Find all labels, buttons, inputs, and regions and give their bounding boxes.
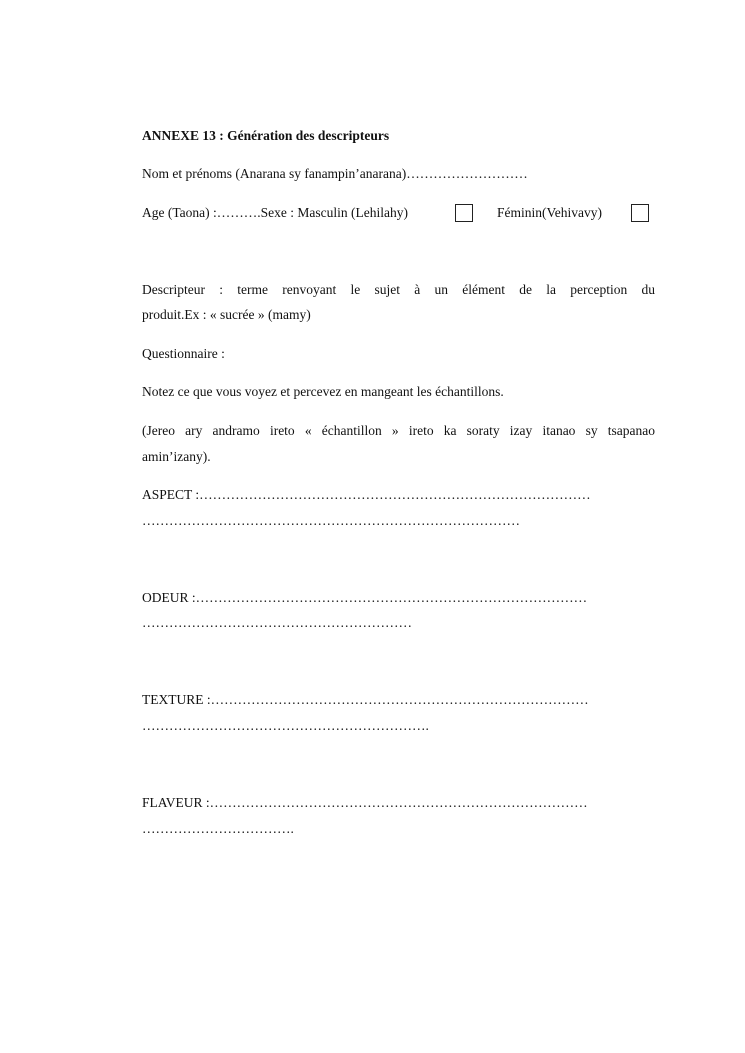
annex-title: ANNEXE 13 : Génération des descripteurs xyxy=(142,128,390,143)
odeur-field[interactable]: ODEUR :…………………………………………………………………………… xyxy=(142,590,588,605)
age-sex-field[interactable]: Age (Taona) :……….Sexe : Masculin (Lehilahy) xyxy=(142,205,408,220)
masculin-checkbox[interactable] xyxy=(455,204,473,222)
feminin-checkbox[interactable] xyxy=(631,204,649,222)
descriptor-definition-line2: produit.Ex : « sucrée » (mamy) xyxy=(142,307,311,322)
questionnaire-heading: Questionnaire : xyxy=(142,346,225,361)
instruction-text: Notez ce que vous voyez et percevez en mangeant les échantillons. xyxy=(142,384,504,399)
name-field[interactable]: Nom et prénoms (Anarana sy fanampin’anarana)……………………… xyxy=(142,166,528,181)
texture-field-continuation[interactable]: ………………………………………………………. xyxy=(142,718,429,733)
odeur-field-continuation[interactable]: …………………………………………………… xyxy=(142,615,412,630)
feminin-label: Féminin(Vehivavy) xyxy=(497,205,602,220)
flaveur-field-continuation[interactable]: ……………………………. xyxy=(142,821,294,836)
malagasy-instruction-line2: amin’izany). xyxy=(142,449,211,464)
texture-field[interactable]: TEXTURE :………………………………………………………………………… xyxy=(142,692,589,707)
descriptor-definition-line1: Descripteur : terme renvoyant le sujet à un élément de la perception du xyxy=(142,282,655,297)
flaveur-field[interactable]: FLAVEUR :………………………………………………………………………… xyxy=(142,795,588,810)
malagasy-instruction-line1: (Jereo ary andramo ireto « échantillon » ireto ka soraty izay itanao sy tsapanao xyxy=(142,423,655,438)
aspect-field-continuation[interactable]: ………………………………………………………………………… xyxy=(142,513,520,528)
aspect-field[interactable]: ASPECT :…………………………………………………………………………… xyxy=(142,487,591,502)
